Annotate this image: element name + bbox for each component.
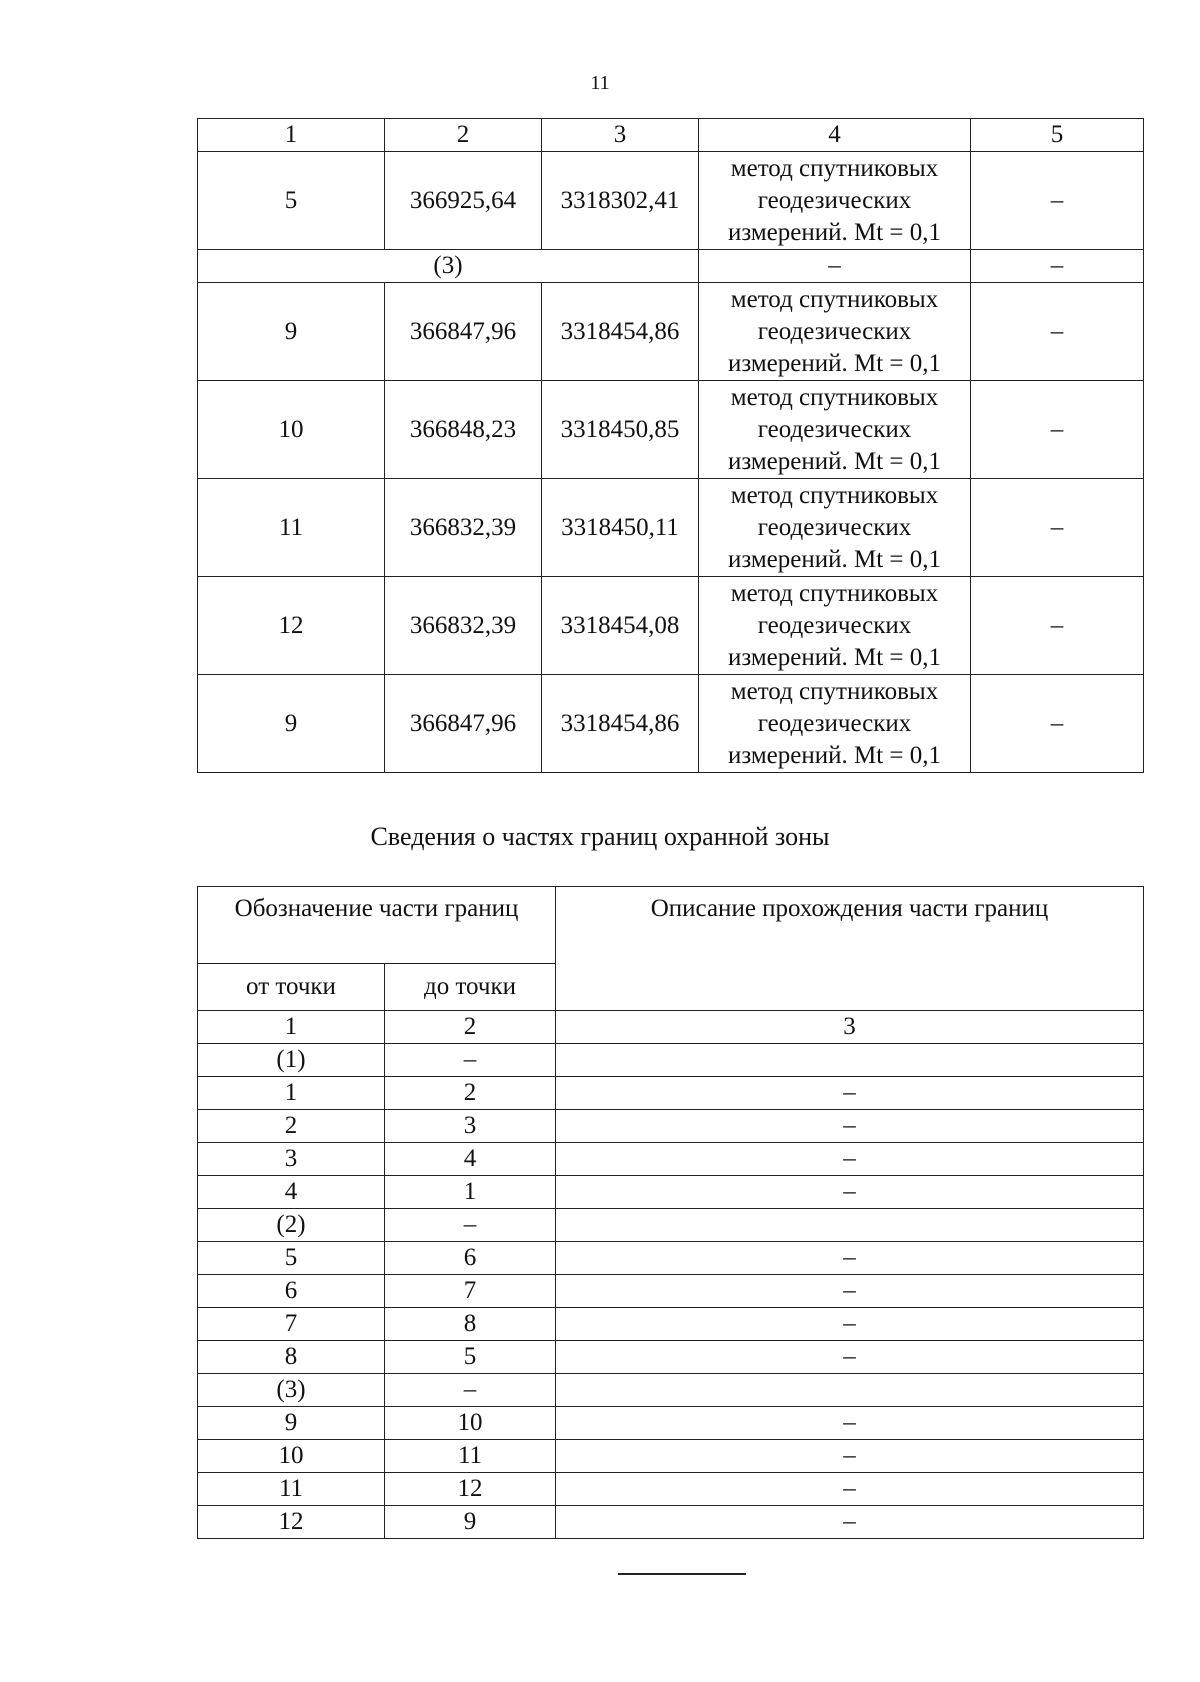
extra-cell: – — [971, 152, 1144, 250]
method-line: измерений. Mt = 0,1 — [727, 218, 942, 246]
point-number: 9 — [198, 675, 385, 773]
extra-cell: – — [971, 577, 1144, 675]
method-line: геодезических — [757, 513, 912, 541]
method-line: геодезических — [757, 186, 912, 214]
to-point: – — [385, 1374, 556, 1407]
parts-row — [198, 1440, 1144, 1473]
point-row — [198, 381, 1144, 479]
group-row — [198, 250, 1144, 283]
parts-row — [198, 1077, 1144, 1110]
method-cell — [699, 152, 971, 250]
to-point: 2 — [385, 1077, 556, 1110]
method-cell — [699, 283, 971, 381]
to-point: 5 — [385, 1341, 556, 1374]
coord-x: 366848,23 — [385, 381, 542, 479]
column-number: 2 — [385, 119, 542, 152]
method-cell — [699, 381, 971, 479]
part-description — [556, 1044, 1144, 1077]
coord-x: 366847,96 — [385, 675, 542, 773]
from-point: 1 — [198, 1077, 385, 1110]
from-point: 6 — [198, 1275, 385, 1308]
to-point: 8 — [385, 1308, 556, 1341]
part-description: – — [556, 1077, 1144, 1110]
point-number: 10 — [198, 381, 385, 479]
point-row — [198, 479, 1144, 577]
group-method: – — [699, 250, 971, 283]
to-point: – — [385, 1209, 556, 1242]
part-description: – — [556, 1473, 1144, 1506]
extra-cell: – — [971, 381, 1144, 479]
point-row — [198, 675, 1144, 773]
coord-x: 366832,39 — [385, 577, 542, 675]
coord-x: 366925,64 — [385, 152, 542, 250]
column-number: 4 — [699, 119, 971, 152]
parts-row — [198, 1308, 1144, 1341]
part-description — [556, 1209, 1144, 1242]
to-point: 7 — [385, 1275, 556, 1308]
to-point: 1 — [385, 1176, 556, 1209]
part-description: – — [556, 1407, 1144, 1440]
part-description: – — [556, 1143, 1144, 1176]
to-point: – — [385, 1044, 556, 1077]
to-point: 10 — [385, 1407, 556, 1440]
parts-row — [198, 1374, 1144, 1407]
point-number: 5 — [198, 152, 385, 250]
method-line: измерений. Mt = 0,1 — [727, 349, 942, 377]
from-point: 3 — [198, 1143, 385, 1176]
coord-x: 366832,39 — [385, 479, 542, 577]
from-point: 2 — [198, 1110, 385, 1143]
point-row — [198, 283, 1144, 381]
parts-row — [198, 1209, 1144, 1242]
point-row — [198, 577, 1144, 675]
section-title: Сведения о частях границ охранной зоны — [370, 822, 830, 851]
from-point: 5 — [198, 1242, 385, 1275]
parts-row — [198, 1110, 1144, 1143]
parts-row — [198, 1176, 1144, 1209]
to-point: 9 — [385, 1506, 556, 1539]
part-description: – — [556, 1440, 1144, 1473]
extra-cell: – — [971, 675, 1144, 773]
method-line: геодезических — [757, 317, 912, 345]
coordinates-table — [197, 118, 1144, 773]
header-to-point: до точки — [385, 964, 556, 1011]
coord-x: 366847,96 — [385, 283, 542, 381]
to-point: 4 — [385, 1143, 556, 1176]
boundary-parts-table — [197, 886, 1144, 1539]
method-line: геодезических — [757, 709, 912, 737]
method-line: измерений. Mt = 0,1 — [727, 447, 942, 475]
from-point: 4 — [198, 1176, 385, 1209]
parts-row — [198, 1407, 1144, 1440]
from-point: 9 — [198, 1407, 385, 1440]
header-description: Описание прохождения части границ — [556, 887, 1144, 1011]
parts-column-numbers-row — [198, 1011, 1144, 1044]
column-number: 3 — [542, 119, 699, 152]
point-number: 9 — [198, 283, 385, 381]
group-label: (3) — [198, 250, 699, 283]
part-description: – — [556, 1275, 1144, 1308]
method-cell — [699, 479, 971, 577]
method-line: метод спутниковых — [730, 285, 939, 313]
coord-y: 3318450,11 — [542, 479, 699, 577]
part-description: – — [556, 1110, 1144, 1143]
from-point: 12 — [198, 1506, 385, 1539]
header-from-point: от точки — [198, 964, 385, 1011]
parts-row — [198, 1341, 1144, 1374]
to-point: 3 — [385, 1110, 556, 1143]
column-number: 1 — [198, 1011, 385, 1044]
from-point: (2) — [198, 1209, 385, 1242]
method-cell — [699, 675, 971, 773]
from-point: 11 — [198, 1473, 385, 1506]
part-description: – — [556, 1506, 1144, 1539]
column-number: 5 — [971, 119, 1144, 152]
coord-y: 3318450,85 — [542, 381, 699, 479]
method-line: метод спутниковых — [730, 383, 939, 411]
method-line: измерений. Mt = 0,1 — [727, 545, 942, 573]
part-description: – — [556, 1341, 1144, 1374]
from-point: (1) — [198, 1044, 385, 1077]
to-point: 11 — [385, 1440, 556, 1473]
method-line: геодезических — [757, 611, 912, 639]
method-line: метод спутниковых — [730, 481, 939, 509]
coord-y: 3318454,86 — [542, 283, 699, 381]
column-number: 2 — [385, 1011, 556, 1044]
from-point: 7 — [198, 1308, 385, 1341]
method-cell — [699, 577, 971, 675]
point-row — [198, 152, 1144, 250]
column-number: 1 — [198, 119, 385, 152]
from-point: (3) — [198, 1374, 385, 1407]
extra-cell: – — [971, 283, 1144, 381]
to-point: 6 — [385, 1242, 556, 1275]
method-line: геодезических — [757, 415, 912, 443]
end-rule — [618, 1573, 746, 1575]
page-number: 11 — [590, 72, 610, 94]
parts-row — [198, 1473, 1144, 1506]
part-description: – — [556, 1176, 1144, 1209]
parts-row — [198, 1044, 1144, 1077]
point-number: 12 — [198, 577, 385, 675]
extra-cell: – — [971, 479, 1144, 577]
coord-y: 3318454,86 — [542, 675, 699, 773]
from-point: 10 — [198, 1440, 385, 1473]
part-description — [556, 1374, 1144, 1407]
coordinates-header-row — [198, 119, 1144, 152]
method-line: измерений. Mt = 0,1 — [727, 643, 942, 671]
parts-row — [198, 1506, 1144, 1539]
parts-row — [198, 1242, 1144, 1275]
parts-row — [198, 1143, 1144, 1176]
method-line: метод спутниковых — [730, 154, 939, 182]
method-line: метод спутниковых — [730, 579, 939, 607]
group-extra: – — [971, 250, 1144, 283]
column-number: 3 — [556, 1011, 1144, 1044]
method-line: метод спутниковых — [730, 677, 939, 705]
part-description: – — [556, 1308, 1144, 1341]
parts-header-row — [198, 887, 1144, 964]
coord-y: 3318454,08 — [542, 577, 699, 675]
to-point: 12 — [385, 1473, 556, 1506]
part-description: – — [556, 1242, 1144, 1275]
parts-row — [198, 1275, 1144, 1308]
point-number: 11 — [198, 479, 385, 577]
from-point: 8 — [198, 1341, 385, 1374]
header-designation: Обозначение части границ — [198, 887, 556, 964]
method-line: измерений. Mt = 0,1 — [727, 741, 942, 769]
coord-y: 3318302,41 — [542, 152, 699, 250]
